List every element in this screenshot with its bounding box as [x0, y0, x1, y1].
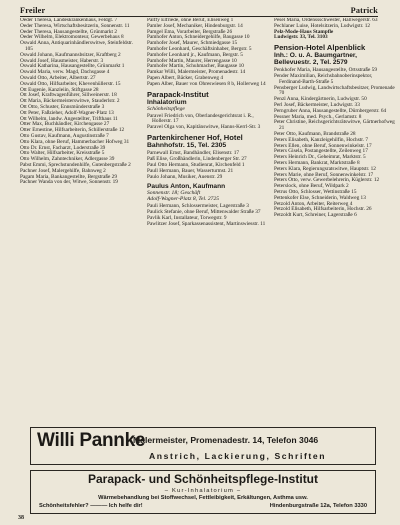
page-number: 38	[18, 515, 24, 521]
directory-entry: Pamhofer Martin, Maurer, Herrengasse 10	[147, 57, 237, 64]
directory-entry: Pabst Emmi, Sprechstundenhilfe, Gutenbergstraße 2	[20, 161, 131, 168]
directory-entry: Pamhofer Leonhard jr., Kaufmann, Bergstr. 5	[147, 51, 243, 58]
directory-entry: Oeder Theresa, Landeskrankenhaus, Feldgt. 7	[20, 18, 118, 23]
directory-entry: Paull Hermann, Bauer, Wasserturmst. 21	[147, 167, 234, 174]
inline-ad-line: Sonnenstr. 18; Geschäft	[147, 190, 201, 197]
directory-entry: Petrus Otto, Schlosser, Wettinstraße 15	[274, 188, 357, 195]
running-head	[20, 6, 378, 16]
inline-ad-paulus-inline	[147, 183, 267, 202]
directory-entry: Ott Josef, Kraftwagenführer, Sillweinerstr. 18	[20, 92, 117, 99]
inline-ad-line: Schönheitspflege	[147, 105, 185, 112]
inline-ad-partenkirchener-inline	[147, 134, 267, 149]
directory-entry: Pesel Maria, Ordenssschwester, Hallwegerstr. 63	[274, 18, 378, 23]
directory-entry: Pachner Wanda von der, Witwe, Sonnenstr. 19	[20, 179, 118, 186]
directory-entry: Pamhofer Josef, Maurer, Schmiedgasse 15	[147, 40, 238, 47]
directory-entry: Paravel Friedrich von, Oberlandesgerichtsrat i. R., Hollerstr. 17	[147, 112, 254, 125]
directory-entry: Papen Alber, Bauer von Ohreswiesen 8 b, Hollerweg 14	[147, 80, 266, 87]
directory-entry: Palffy Elfriede, ohne Beruf, Elisenweg 1	[147, 18, 234, 23]
directory-entry: Oswald Otto, Arbeiter, Albertstr. 27	[20, 74, 96, 81]
directory-entry: Peters Marie, ohne Beruf, Sonnenwinkelstr. 17	[274, 171, 374, 178]
directory-entry: Peters Heinrich Dr., Geheimrat, Marktstr. 5	[274, 154, 366, 161]
directory-column-1	[20, 18, 140, 423]
directory-entry: Peter Christine, Reichsgerichtsrätswitwe, Gärtnerhofweg 21	[274, 119, 395, 132]
directory-entry: Penkhofer Maria, Hausangestellte, Ortsstraße 59	[274, 67, 377, 74]
running-head-left: Freiler	[20, 6, 46, 15]
directory-entry: Pamhofer Anton, Schneidergehilfe, Baugasse 10	[147, 34, 250, 41]
inline-ad-alpenblick-inline	[274, 44, 396, 66]
directory-entry: Oeder Theresa, Hausangestellte, Grünmarkt 2	[20, 28, 117, 35]
directory-entry: Pawlitzer Josef, Sparkassenassistent, Martinswiesstr. 11	[147, 220, 266, 227]
directory-entry: Ludwigstr. 33, Tel. 3103	[274, 34, 328, 41]
directory-entry: Perl Josef, Bäckermeister, Ludwigstr. 33	[274, 101, 360, 108]
directory-entry: Petzold Elisabeth, Hilfsarbeiterin, Hochstr. 26	[274, 206, 372, 213]
directory-entry: Peters Hermann, Bankrat, Marktstraße 8	[274, 159, 360, 166]
directory-entry: Otto Dr. Ernst, Facharzt, Loderstraße 39	[20, 144, 106, 151]
directory-entry: Petzold Anton, Arbeiter, Reiterweg 4	[274, 200, 353, 207]
ad-parapack-subtitle: – Kur-Inhalatorium –	[164, 488, 242, 494]
directory-entry: Peterslock, ohne Beruf, Wildpark 2	[274, 183, 349, 190]
directory-entry: Pettenkofer Else, Schneiderin, Waldweg 13	[274, 194, 366, 201]
directory-entry: Paß Elise, Großhändlerin, Lindenberger Str. 27	[147, 156, 247, 163]
directory-entry: Pamhofer Leonhard, Geschäftsinhaber, Bergstr. 5	[147, 45, 252, 52]
directory-entry: Oswald Johann, Kaufmannsbsitzer, Kraftberg 2	[20, 51, 121, 58]
directory-entry: Pechlaner Luise, Hotelsitzerin, Ludwigstr. 12	[274, 22, 371, 29]
directory-entry: Paulo Johann, Musiker, Auenstr. 29	[147, 173, 223, 180]
directory-entry: Peters Otto, verw. Gewerbelehrerin, Küglerstr. 12	[274, 177, 380, 184]
header-divider	[20, 16, 378, 17]
directory-entry: Pamgel Ema, Vorarbeiter, Bergstraße 26	[147, 28, 233, 35]
ad-parapack-services: Wärmebehandlung bei Stoffwechsel, Fettleibigkeit, Erkältungen, Asthma usw.	[98, 495, 308, 501]
running-head-right: Patrick	[350, 6, 378, 15]
directory-entry: Papen Albert, Bäcker, Grabenweg 4	[147, 74, 223, 81]
directory-entry: Otter Max, Buchhändler, Kirchengasse 27	[20, 121, 110, 128]
directory-entry: Pachner Josef, Malergehilfe, Bahnweg 2	[20, 167, 106, 174]
directory-entry: Pender Maximilian, Reichsbahnoberinspektor, Ferdinand-Barth-Straße 5	[274, 72, 373, 85]
inline-ad-line: Parapack-Institut	[147, 89, 209, 99]
inline-ad-line: Paulus Anton, Kaufmann	[147, 183, 226, 191]
directory-entry: Ott Peter, Faßzieher, Adolf-Wagner-Platz 13	[20, 109, 114, 116]
ad-pannke-name: Willi Pannke	[37, 430, 146, 451]
directory-entry: Oswald Josef, Hausmeister, Haberstr. 3	[20, 57, 104, 64]
directory-entry: Pamkar Willi, Malermeister, Promenadestr. 14	[147, 69, 246, 76]
directory-entry: Peters Elisabeth, Kanzleigehilfin, Hochstr. 7	[274, 136, 368, 143]
inline-ad-line: Pension-Hotel Alpenblick	[274, 43, 366, 53]
advertisement-pannke	[30, 427, 376, 465]
directory-entry: Ott Wilhelm, landw. Angestellter, Trifthaus 11	[20, 115, 118, 122]
directory-entry: Ott Maria, Bäckermeisterswitwe, Stauderlstr. 2	[20, 98, 120, 105]
directory-entry: Otto Wilhelm, Zahntechniker, Adlergasse 39	[20, 156, 115, 163]
directory-entry: Pensberger Ludwig, Landwirtschaftsbesitzer, Promenade 70	[274, 84, 395, 97]
ad-parapack-contact: Hindenburgstraße 12a, Telefon 3330	[269, 503, 367, 509]
ad-pannke-trades: Anstrich, Lackierung, Schriften	[149, 451, 327, 461]
inline-ad-line: Partenkirchener Hof, Hotel	[147, 132, 243, 142]
directory-entry: Pamhofer Martin, Schuhmacher, Baugasse 10	[147, 63, 244, 70]
directory-column-2	[147, 18, 267, 423]
directory-entry: Pamler Josef, Mechaniker, Hindenburgstr. 14	[147, 22, 243, 29]
ad-pannke-address: Malermeister, Promenadestr. 14, Telefon 3046	[133, 435, 319, 445]
directory-entry: Oswald Maria, verw. Magd, Dachsgasse 4	[20, 69, 110, 76]
ad-parapack-title: Parapack- und Schönheitspflege-Institut	[87, 472, 319, 486]
directory-entry: Oswald Katharina, Hausangestellte, Grünmarkt 1	[20, 63, 125, 70]
directory-entry: Pelz-Mode-Haus Stampfle	[274, 28, 334, 35]
directory-entry: Paulick Stefanie, ohne Beruf, Mittenwalder Straße 37	[147, 209, 261, 216]
directory-entry: Otter Ernestine, Hilfsarbeiterin, Schillerstraße 12	[20, 127, 125, 134]
directory-entry: Pauli Hermann, Schlossermeister, Lagerstraße 3	[147, 203, 249, 210]
directory-entry: Parnewall Ernst, Bandhändler, Elisenstr. 17	[147, 150, 240, 157]
directory-entry: Paul Otto Hermann, Studienrat, Kirchenfeld 1	[147, 161, 245, 168]
directory-entry: Oswald Anna, Antiquarinhändlerswitwe, Steinfeldstr. 105	[20, 40, 133, 52]
advertisement-parapack	[30, 470, 376, 514]
directory-entry: Ott Eugenie, Kanzleiin, Stiftgasse 28	[20, 86, 99, 93]
directory-entry: Peter Otto, Kaufmann, Brandstraße 28	[274, 130, 356, 137]
ad-parapack-slogan: Schönheitsfehler? ——— Ich helfe dir!	[39, 503, 143, 509]
directory-entry: Otto Klara, ohne Beruf, Hammerbacher Hofweg 31	[20, 138, 130, 145]
directory-entry: Oswald Otto, Hilfsarbeiter, Khevenhüllerstr. 15	[20, 80, 121, 87]
directory-entry: Penzl Anna, Kindergärtnerin, Ludwigstr. 50	[274, 96, 367, 103]
inline-ad-parapack-inline	[147, 91, 267, 112]
inline-ad-line: Inh.: O. u. A. Baumgartner,	[274, 52, 357, 60]
directory-entry: Paravel Olga von, Kapitänswitwe, Hanns-Kerrl-Str. 3	[147, 124, 261, 131]
directory-entry: Oeder Theresa, Wirtschaftsbesitzerin, Sonnenstr. 11	[20, 22, 130, 29]
directory-column-3	[274, 18, 396, 423]
directory-entry: Ott Otto, Schuster, Ennsmünderstraße 3	[20, 103, 105, 110]
directory-entry: Peters Klara, Regierungsratswitwe, Hauptstr. 12	[274, 165, 376, 172]
directory-entry: Peters Gisela, Postangestellte, Zeilenweg 17	[274, 148, 368, 155]
inline-ad-line: Adolf-Wagner-Platz 8, Tel. 2725	[147, 196, 220, 203]
directory-entry: Pessner Maria, med. Psych., Gerlamstr. 8	[274, 113, 362, 120]
inline-ad-line: Bellevuestr. 2, Tel. 2579	[274, 59, 348, 67]
directory-entry: Peters Ellen, ohne Beruf, Sonnenwinkelstr. 17	[274, 142, 372, 149]
directory-entry: Otto Gustav, Kaufmann, Augustinstraße 7	[20, 132, 109, 139]
directory-entry: Petzoldt Kurt, Schreiner, Lagerstraße 6	[274, 212, 357, 219]
directory-entry: Pavlik Karl, Installateur, Torwegstr. 9	[147, 214, 227, 221]
inline-ad-line: Inhalatorium	[147, 98, 187, 106]
directory-entry: Perngruber Anna, Hausangestellte, Dürnbergerstr. 64	[274, 107, 387, 114]
directory-entry: Otto Walter, Hilfsarbeiter, Kreisstraße 5	[20, 150, 105, 157]
directory-entry: Oeder Wilhelm, Elektromonteur, Gewerbehaus 8	[20, 34, 124, 41]
inline-ad-line: Bahnhofstr. 15, Tel. 2305	[147, 141, 227, 149]
directory-entry: Pagam Maria, Bankangestellte, Bergstraße 29	[20, 173, 117, 180]
